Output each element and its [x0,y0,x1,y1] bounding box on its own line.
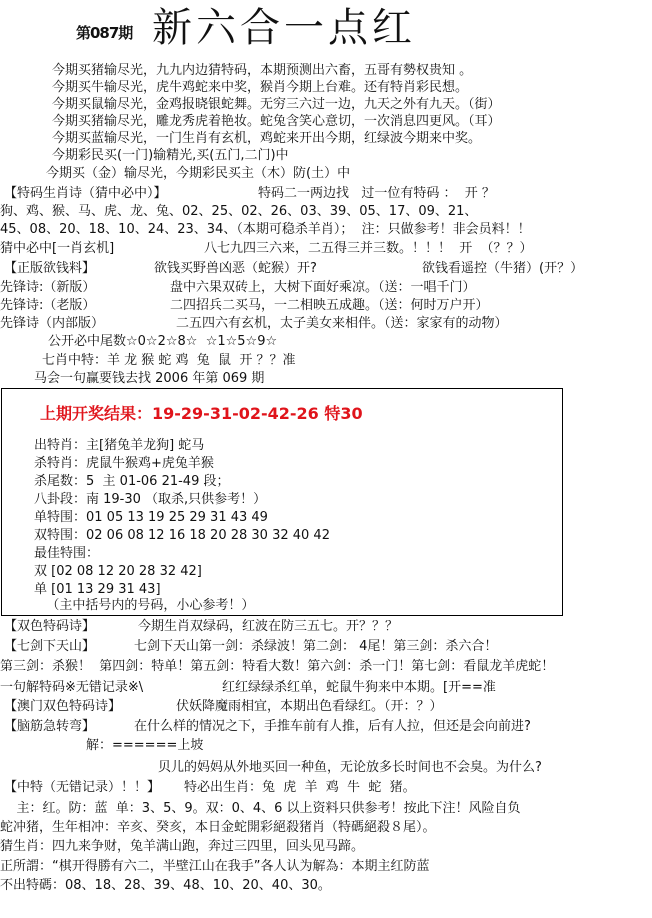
qijian-label: 【七剑下天山】 [4,639,96,654]
footer-line: 猜生肖：四九来争财，兔羊满山跑，奔过三四里，回头见马蹄。 [0,839,365,854]
result-line: 出特肖：主[猪兔羊龙狗] 蛇马 [34,438,205,453]
last-result-headline: 上期开奖结果：19-29-31-02-42-26 特30 [40,404,363,423]
one-xiao-text: 八七九四三六来，二五得三并三数。！！！ 开 （？？） [204,241,533,256]
result-line: 八卦段：南 19-30 （取杀,只供参考！） [34,492,267,507]
xianfeng-text: 二五四六有玄机，太子美女来相伴。（送：家家有的动物） [176,316,508,331]
result-line: 单特围：01 05 13 19 25 29 31 43 49 [34,510,268,525]
naojin-answer: 解：======上坡 [86,738,204,753]
intro-line: 今期买猪输尽光，九九内边猜特码，本期预测出六畜，五哥有勢权贵知 。 [52,63,473,78]
page-title: 新六合一点红 [152,5,416,51]
footer-line: 正所謂：“棋开得勝有六二，半壁江山在我手”各人认为解為：本期主红防蓝 [0,859,430,874]
xianfeng-text: 二四招兵二买马，一二相映五成趣。（送：何时万户开） [170,298,489,313]
tema-numbers: 45、08、20、18、10、24、23、34、（本期可稳杀羊肖）； 注：只做参考！非会员料！！ [0,222,531,237]
result-box [1,388,563,616]
intro-line: 今期买牛输尽光，虎牛鸡蛇来中奖，猴肖今期上台难。还有特肖彩民想。 [52,80,469,95]
zhongte-label: 【中特（无错记录）！！】 [4,780,161,795]
xianfeng-label: 先锋诗:（新版） [0,280,96,295]
naojin-question: 在什么样的情况之下，手推车前有人推，后有人拉，但还是会向前进? [134,719,531,734]
footer-line: 不出特碼：08、18、28、39、48、10、20、40、30。 [0,878,331,893]
xianfeng-label: 先锋诗:（老版） [0,298,96,313]
naojin-label: 【脑筋急转弯】 [4,719,96,734]
zhengban-text: 欲钱看遥控（牛猪）(开？） [422,261,584,276]
footer-line: 主：红。防：蓝 单：3、5、9。双：0、4、6 以上资料只供参考！按此下注！风险自负 [0,801,521,816]
result-line: 最佳特围： [34,546,100,561]
shuangse-text: 今期生肖双绿码，红波在防三五七。开？？？ [138,619,399,634]
qijian-line2: 第三剑：杀猴！ 第四剑：特单！第五剑：特看大数！第六剑：杀一门！第七剑：看鼠龙羊虎蛇！ [0,659,555,674]
yiju-label: 一句解特码※无错记录※\ [0,680,144,695]
one-xiao-label: 猜中必中[一肖玄机] [0,241,115,256]
tema-numbers: 狗、鸡、猴、马、虎、龙、兔、02、25、02、26、03、39、05、17、09、21、 [0,204,478,219]
naojin-question2: 贝儿的妈妈从外地买回一种鱼，无论放多长时间也不会臭。为什么? [158,760,542,775]
shuangse-label: 【双色特码诗】 [4,619,96,634]
tema-poem-label: 【特码生肖诗（猜中必中）】 [4,186,167,201]
result-line: 双特围：02 06 08 12 16 18 20 28 30 32 40 42 [34,528,330,543]
result-line: 双 [02 08 12 20 28 32 42] [34,564,202,579]
footer-line: 蛇冲猪，生年相冲：辛亥、癸亥，本日金蛇開彩絕殺猪肖（特碼絕殺８尾）。 [0,820,436,835]
result-line: 杀特肖：虎鼠牛猴鸡+虎兔羊猴 [34,456,214,471]
result-line: 杀尾数：5 主 01-06 21-49 段； [34,474,230,489]
tema-poem-text: 特码二一两边找 过一位有特码 ： 开 ？ [258,186,495,201]
xianfeng-text: 盘中六果双砖上，大树下面好乘凉。（送：一唱千门） [170,280,476,295]
aomen-label: 【澳门双色特码诗】 [4,699,122,714]
mahui-line: 马会一句赢要钱去找 2006 年第 069 期 [34,371,265,386]
intro-line: 今期彩民买(一门)输精光,买(五门,二门)中 [52,148,289,163]
weishu-line: 公开必中尾数☆0☆2☆8☆ ☆1☆5☆9☆ [48,334,278,349]
intro-line: 今期买蓝输尽光，一门生肖有玄机，鸡蛇来开出今期，红绿波今期来中奖。 [52,131,482,146]
zhengban-text: 欲钱买野兽凶恶（蛇猴）开? [154,261,317,276]
zhengban-label: 【正版欲钱料】 [4,261,96,276]
intro-line: 今期买猪输尽光，雕龙秀虎着艳妆。蛇兔含笑心意切，一次消息四更风。（耳） [52,114,501,129]
yiju-text: 红红绿绿杀红单，蛇鼠牛狗来中本期。[开==准 [222,680,496,695]
xianfeng-label: 先锋诗（内部版） [0,316,105,331]
aomen-text: 伏妖降魔雨相宜，本期出色看绿红。（开：？） [176,699,443,714]
issue-number: 第087期 [76,24,133,42]
intro-line: 今期买鼠输尽光，金鸡报晓银蛇舞。无穷三六过一边，九天之外有九天。（街） [52,97,501,112]
intro-line: 今期买（金）输尽光，今期彩民买主（木）防(土）中 [46,166,351,181]
result-line: （主中括号内的号码，小心参考！） [34,598,255,613]
zhongte-text: 特必出生肖：兔 虎 羊 鸡 牛 蛇 猪。 [184,780,416,795]
result-line: 单 [01 13 29 31 43] [34,582,161,597]
qixiao-line: 七肖中特：羊 龙 猴 蛇 鸡 兔 鼠 开 ？？准 [42,353,296,368]
qijian-text: 七剑下天山第一剑：杀绿波！第二剑： 4尾！第三剑：杀六合！ [134,639,498,654]
